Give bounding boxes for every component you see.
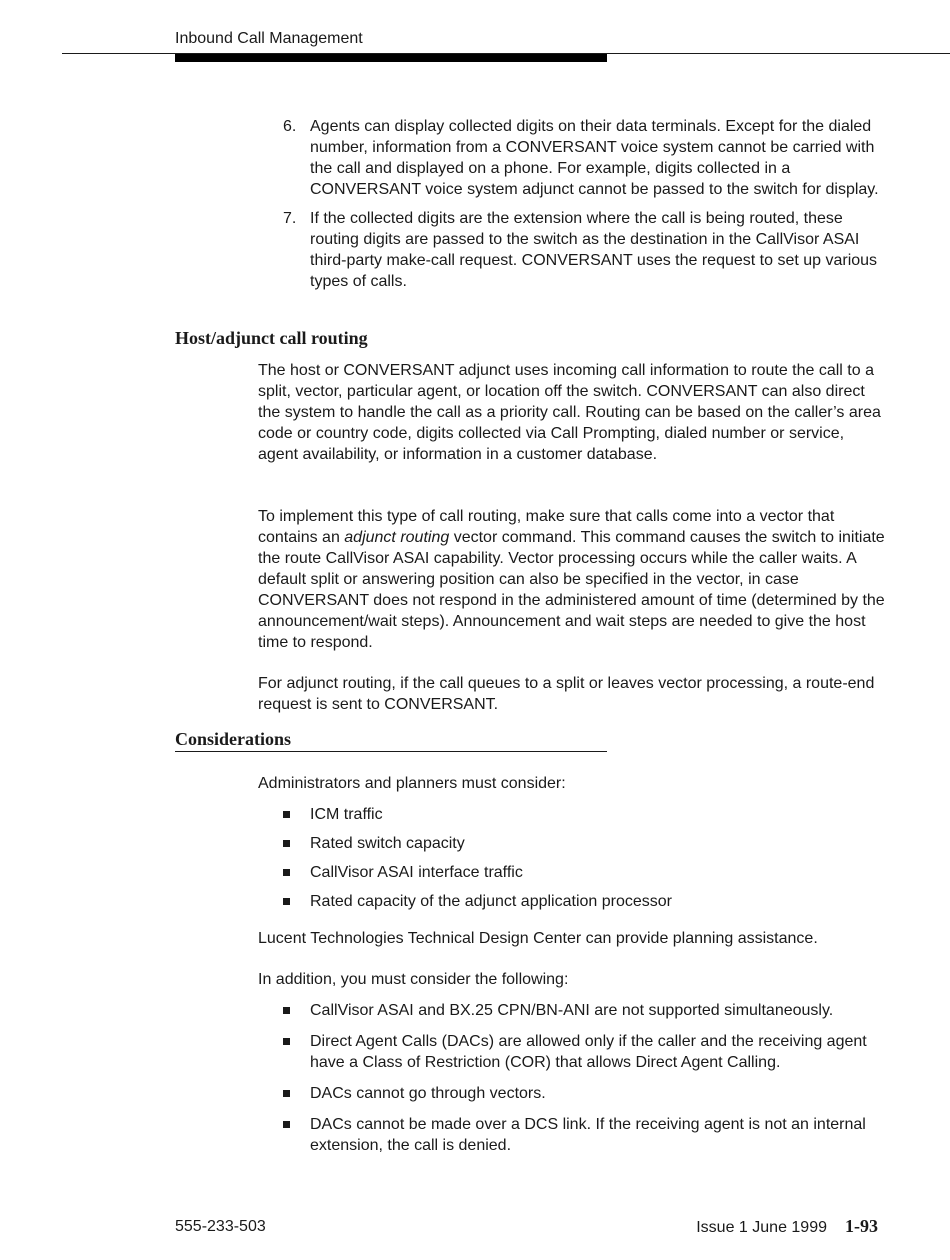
- bullet-list: [258, 804, 888, 912]
- item-text: CallVisor ASAI interface traffic: [310, 864, 523, 881]
- item-text: ICM traffic: [310, 806, 383, 823]
- item-text: Rated switch capacity: [310, 835, 465, 852]
- list-item: [258, 208, 883, 292]
- item-text: CallVisor ASAI and BX.25 CPN/BN-ANI are not supported simultaneously.: [310, 1002, 834, 1019]
- list-item: [258, 116, 883, 200]
- paragraph: Administrators and planners must consider:: [258, 775, 566, 792]
- section-heading-rule: [175, 751, 607, 752]
- item-text: Direct Agent Calls (DACs) are allowed only if the caller and the receiving agent have a Class of Restriction (COR) that allows Direct Agent Calling.: [310, 1033, 867, 1071]
- list-item: [258, 1114, 888, 1156]
- running-header-title: Inbound Call Management: [175, 30, 363, 47]
- document-number: 555-233-503: [175, 1218, 266, 1235]
- paragraph: The host or CONVERSANT adjunct uses incoming call information to route the call to a split, vector, particular agent, or location off the switch. CONVERSANT can also direct the system to handle the call as a priority call. Routing can be based on the caller’s area code or country code, digits collected via Call Prompting, dialed number or service, agent availability, or information in a customer database.: [258, 362, 881, 463]
- paragraph: In addition, you must consider the following:: [258, 971, 569, 988]
- list-item: [258, 1083, 888, 1104]
- list-item: [258, 804, 888, 825]
- section-heading-host-adjunct: Host/adjunct call routing: [175, 328, 368, 348]
- footer-issue-page: [696, 1216, 878, 1237]
- item-number: 6.: [283, 118, 297, 135]
- square-bullet-icon: [283, 1121, 290, 1128]
- list-item: [258, 1031, 888, 1073]
- square-bullet-icon: [283, 869, 290, 876]
- square-bullet-icon: [283, 1007, 290, 1014]
- item-text: Agents can display collected digits on their data terminals. Except for the dialed number, information from a CONVERSANT voice system cannot be carried with the call and displayed on a phone. For example, digits collected in a CONVERSANT voice system adjunct cannot be passed to the switch for display.: [310, 118, 879, 198]
- list-item: [258, 833, 888, 854]
- square-bullet-icon: [283, 898, 290, 905]
- paragraph: For adjunct routing, if the call queues to a split or leaves vector processing, a route-end request is sent to CONVERSANT.: [258, 675, 875, 713]
- paragraph-text: vector command. This command causes the switch to initiate the route CallVisor ASAI capability. Vector processing occurs while the caller waits. A default split or answering position can also be specified in the vector, in case CONVERSANT does not respond in the administered amount of time (determined by the announcement/wait steps). Announcement and wait steps are needed to give the host time to respond.: [258, 529, 885, 651]
- bullet-list: [258, 1000, 888, 1156]
- numbered-list: [258, 116, 883, 292]
- issue-date: Issue 1 June 1999: [696, 1219, 827, 1236]
- square-bullet-icon: [283, 1090, 290, 1097]
- item-text: If the collected digits are the extension where the call is being routed, these routing digits are passed to the switch as the destination in the CallVisor ASAI third-party make-call request. CONVERSANT uses the request to set up various types of calls.: [310, 210, 878, 290]
- section-heading-considerations: Considerations: [175, 729, 292, 749]
- paragraph: Lucent Technologies Technical Design Center can provide planning assistance.: [258, 930, 818, 947]
- paragraph: [258, 506, 888, 653]
- list-item: [258, 1000, 888, 1021]
- emphasis-text: adjunct routing: [344, 529, 450, 546]
- item-text: DACs cannot go through vectors.: [310, 1085, 546, 1102]
- item-number: 7.: [283, 210, 297, 227]
- list-item: [258, 891, 888, 912]
- square-bullet-icon: [283, 840, 290, 847]
- list-item: [258, 862, 888, 883]
- square-bullet-icon: [283, 811, 290, 818]
- item-text: Rated capacity of the adjunct application processor: [310, 893, 672, 910]
- page-number: 1-93: [845, 1216, 878, 1236]
- square-bullet-icon: [283, 1038, 290, 1045]
- item-text: DACs cannot be made over a DCS link. If the receiving agent is not an internal extension, the call is denied.: [310, 1116, 866, 1154]
- header-thick-bar: [175, 54, 607, 62]
- paragraph-text: To implement this type of call routing, make sure that calls come into a vector that contains an: [258, 508, 835, 546]
